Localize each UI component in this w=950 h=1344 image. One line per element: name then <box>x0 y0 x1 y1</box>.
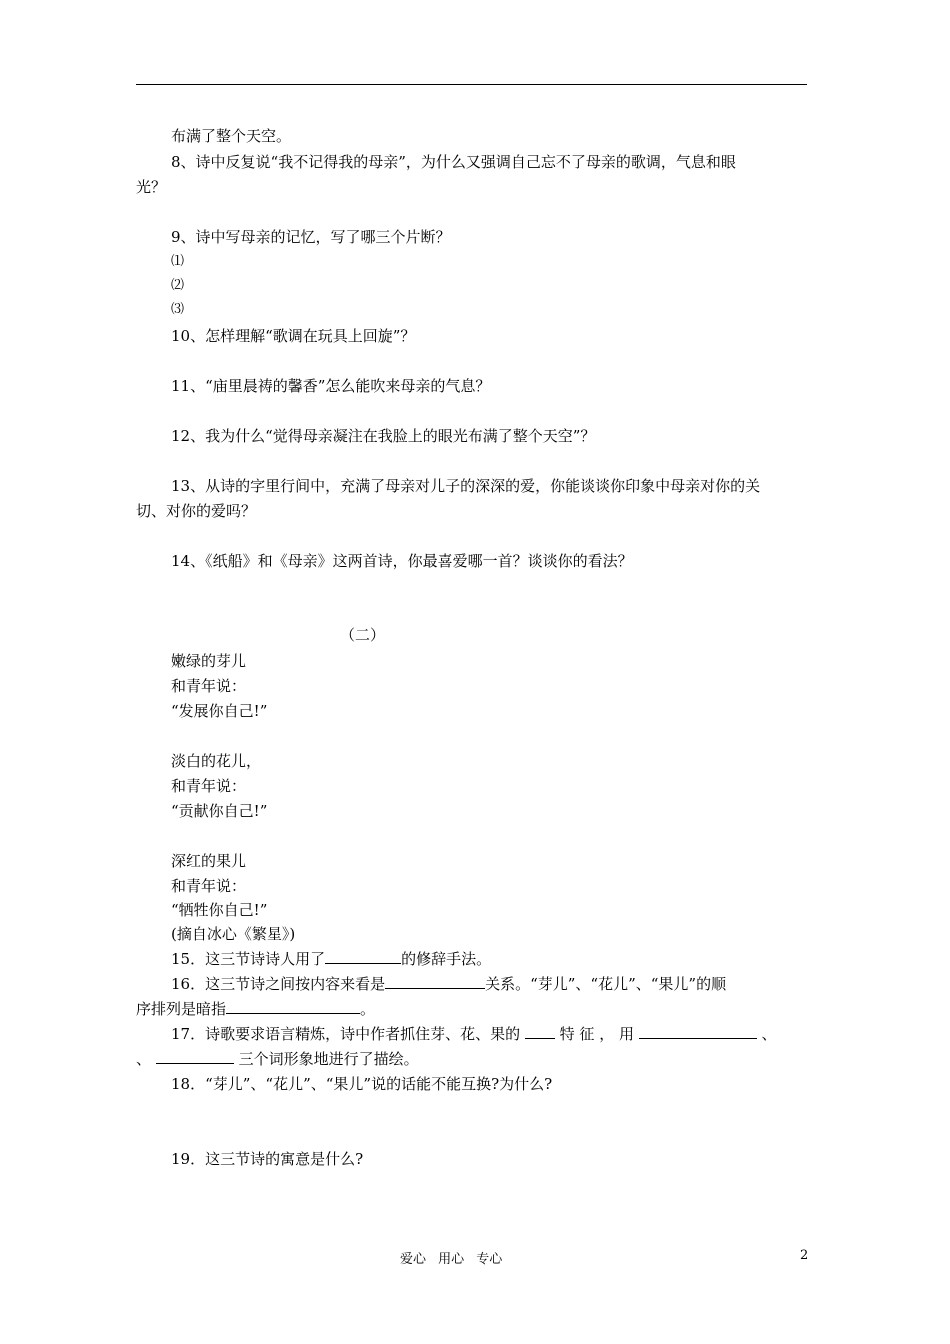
question-17-cont-text: 、 <box>136 1050 152 1068</box>
question-17-text: 17．诗歌要求语言精炼，诗中作者抓住芽、花、果的 <box>171 1025 521 1043</box>
question-16 <box>171 974 726 994</box>
poem-line: “牺牲你自己!” <box>171 901 268 919</box>
question-15-text-end: 的修辞手法。 <box>401 950 492 968</box>
question-12: 12、我为什么“觉得母亲凝注在我脸上的眼光布满了整个天空”？ <box>171 427 596 445</box>
question-16-cont-end: 。 <box>360 1000 376 1018</box>
section-heading: （二） <box>340 626 386 644</box>
poem-line: 淡白的花儿， <box>171 752 262 770</box>
question-8: 8、诗中反复说“我不记得我的母亲”，为什么又强调自己忘不了母亲的歌调，气息和眼 <box>171 153 736 171</box>
answer-slot-1: ⑴ <box>171 254 185 269</box>
fill-blank[interactable] <box>156 1049 234 1064</box>
poem-line: 和青年说： <box>171 877 247 895</box>
question-19: 19．这三节诗的寓意是什么? <box>171 1150 364 1168</box>
fill-blank[interactable] <box>639 1024 757 1039</box>
question-17-cont-end: 三个词形象地进行了描绘。 <box>238 1050 419 1068</box>
question-10: 10、怎样理解“歌调在玩具上回旋”？ <box>171 327 416 345</box>
question-16-cont-text: 序排列是暗指 <box>136 1000 227 1018</box>
answer-slot-2: ⑵ <box>171 278 185 293</box>
question-18: 18．“芽儿”、“花儿”、“果儿”说的话能不能互换?为什么? <box>171 1075 553 1093</box>
question-16-text: 16．这三节诗之间按内容来看是 <box>171 975 386 993</box>
question-8-cont: 光？ <box>136 178 167 196</box>
question-13-cont: 切、对你的爱吗？ <box>136 502 257 520</box>
fill-blank[interactable] <box>325 949 401 964</box>
question-17-text-end: 、 <box>761 1025 777 1043</box>
question-16-text-mid: 关系。“芽儿”、“花儿”、“果儿”的顺 <box>485 975 727 993</box>
question-17-cont <box>136 1049 419 1069</box>
question-11: 11、“庙里晨祷的馨香”怎么能吹来母亲的气息？ <box>171 377 491 395</box>
question-17 <box>171 1024 777 1044</box>
text-line: 布满了整个天空。 <box>171 127 292 145</box>
question-15-text: 15．这三节诗诗人用了 <box>171 950 326 968</box>
poem-line: “贡献你自己!” <box>171 802 268 820</box>
answer-slot-3: ⑶ <box>171 302 185 317</box>
fill-blank[interactable] <box>226 999 360 1014</box>
fill-blank[interactable] <box>525 1024 555 1039</box>
poem-line: 和青年说： <box>171 677 247 695</box>
question-16-cont <box>136 999 375 1019</box>
question-17-text-mid: 特 征 ， 用 <box>559 1025 634 1043</box>
question-13: 13、从诗的字里行间中，充满了母亲对儿子的深深的爱，你能谈谈你印象中母亲对你的关 <box>171 477 761 495</box>
fill-blank[interactable] <box>385 974 485 989</box>
question-15 <box>171 949 491 969</box>
page-number: 2 <box>800 1248 809 1263</box>
question-14: 14、《纸船》和《母亲》这两首诗，你最喜爱哪一首？谈谈你的看法？ <box>171 552 633 570</box>
footer-motto: 爱心 用心 专心 <box>400 1252 503 1267</box>
poem-line: “发展你自己!” <box>171 702 268 720</box>
poem-line: 和青年说： <box>171 777 247 795</box>
poem-line: 深红的果儿 <box>171 852 247 870</box>
poem-line: 嫩绿的芽儿 <box>171 652 247 670</box>
question-9: 9、诗中写母亲的记忆，写了哪三个片断？ <box>171 228 451 246</box>
header-rule <box>136 84 807 85</box>
poem-source: (摘自冰心《繁星》) <box>171 925 296 943</box>
